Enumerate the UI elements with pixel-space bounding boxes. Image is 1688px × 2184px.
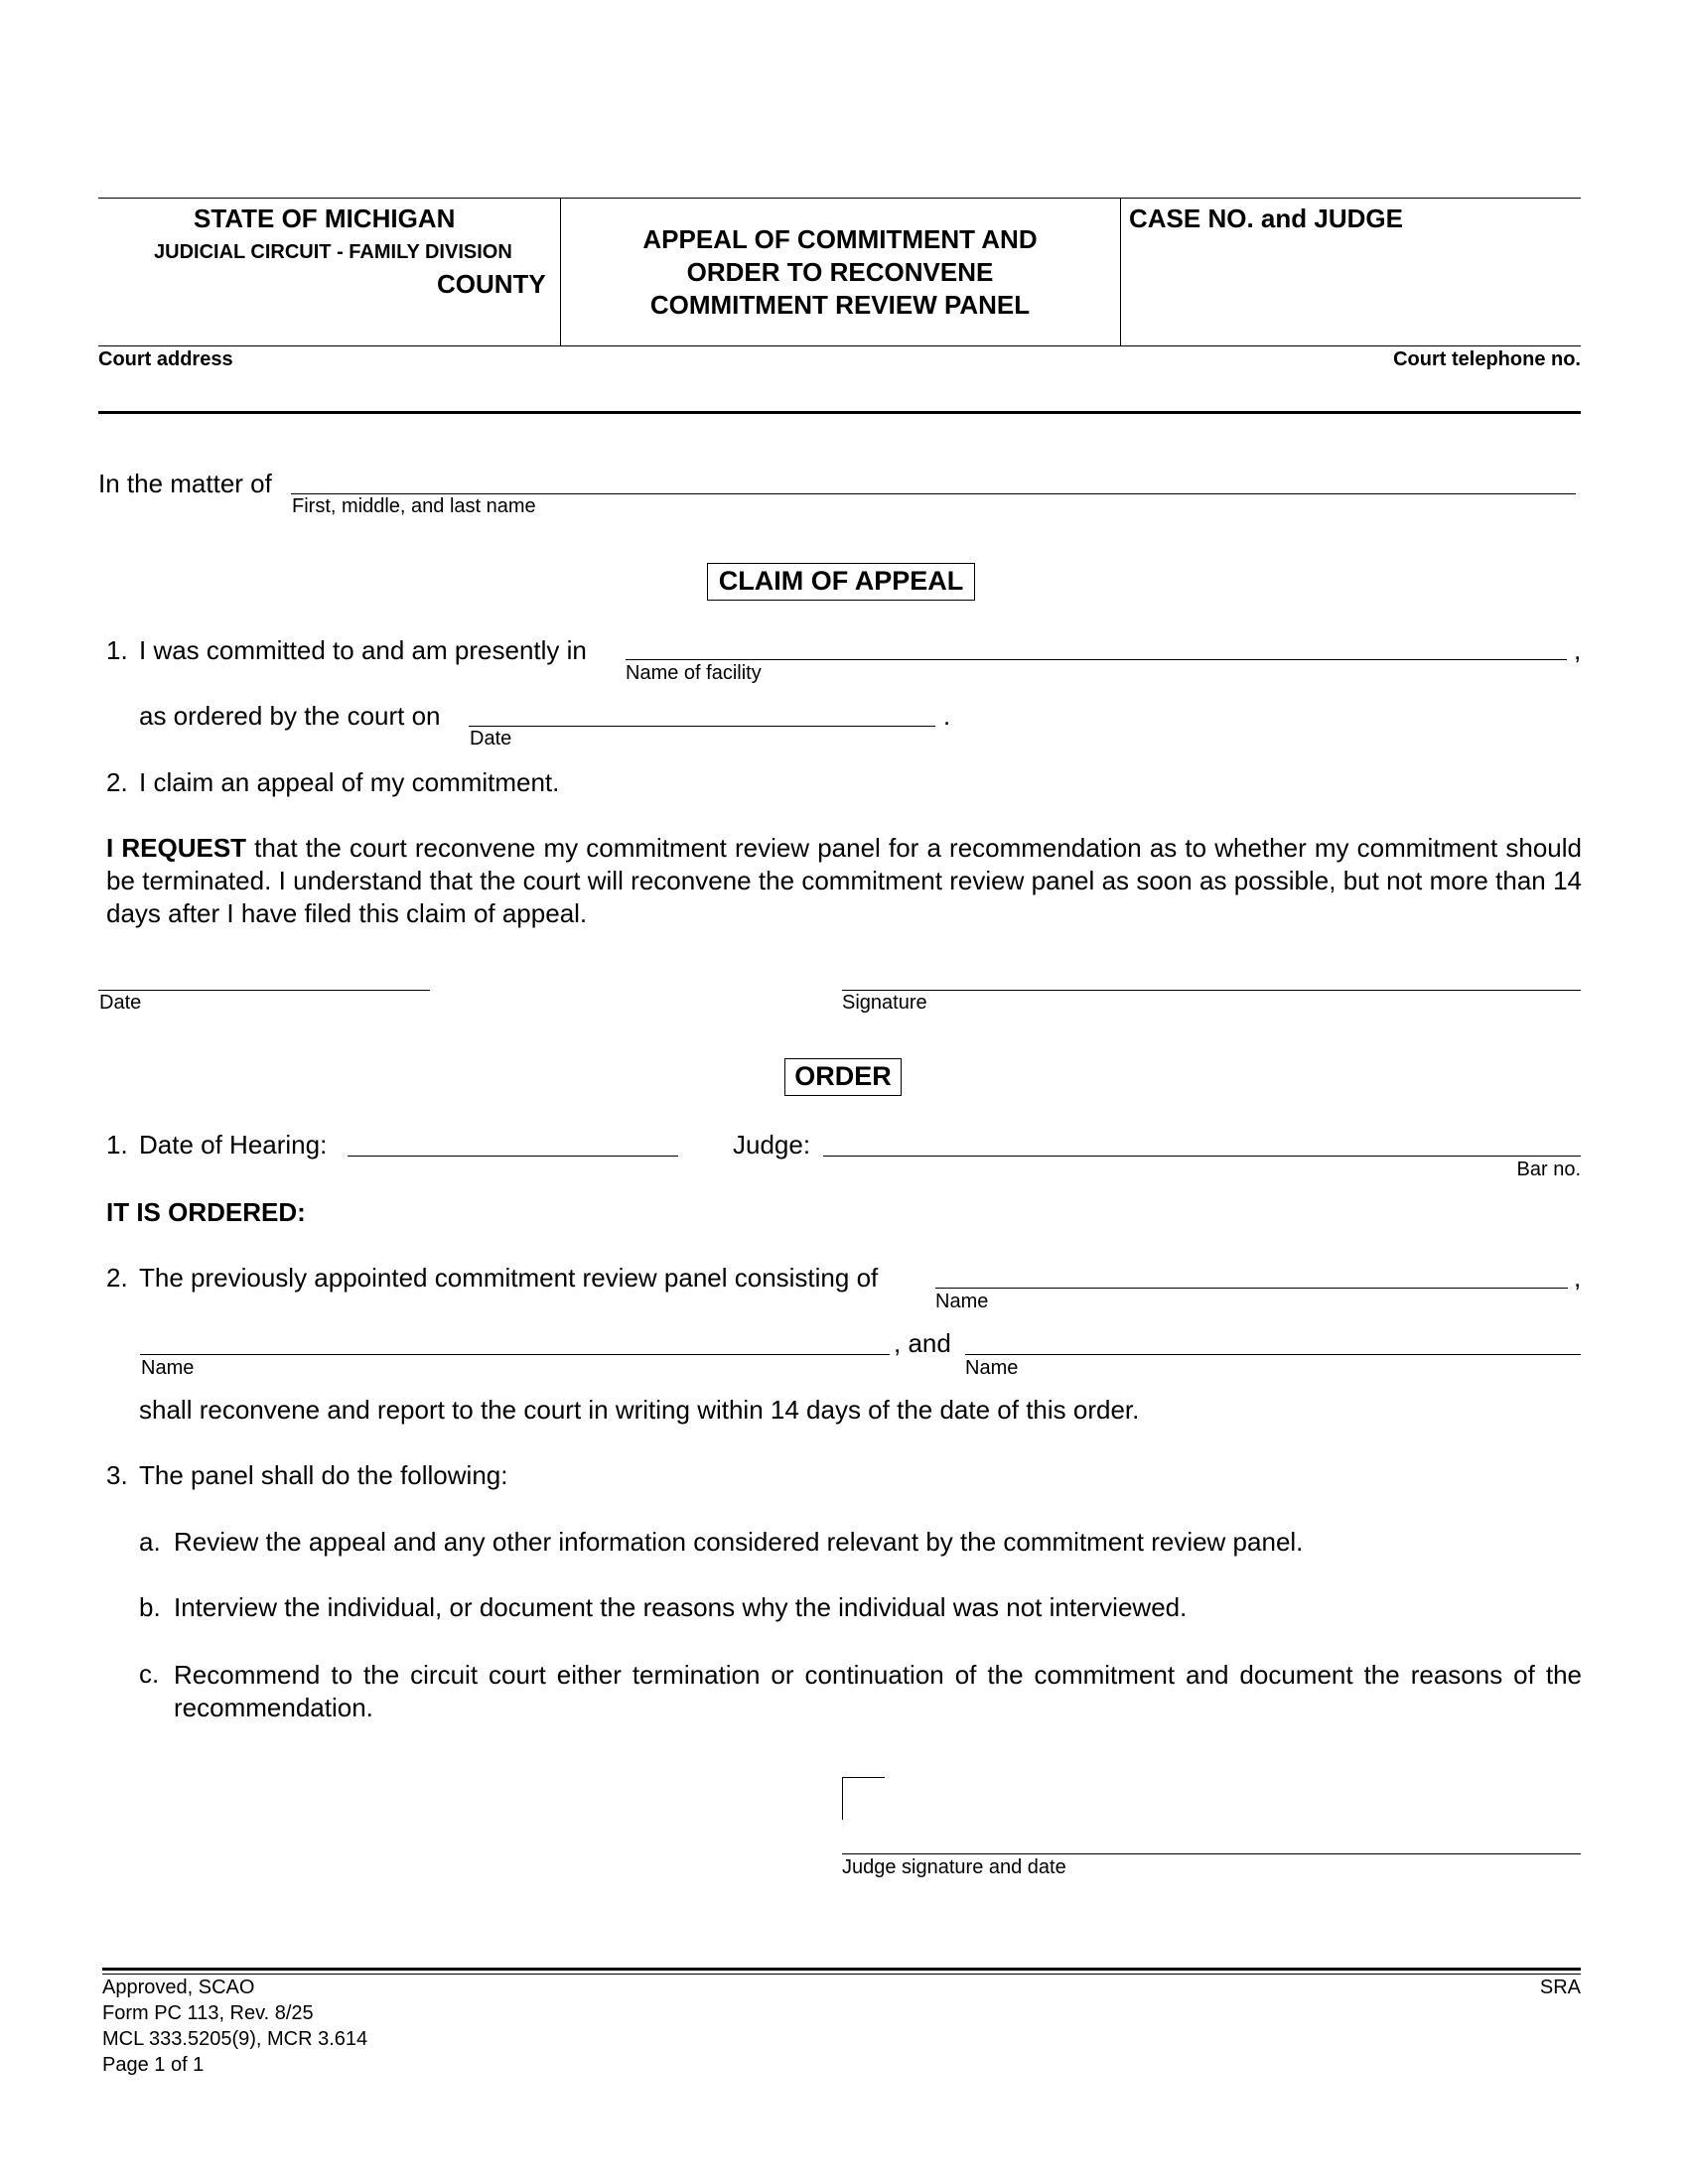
- order-item1-number: 1.: [106, 1130, 128, 1160]
- panel-name3-field[interactable]: [965, 1324, 1581, 1354]
- claim-item1-continued: as ordered by the court on: [139, 701, 441, 731]
- footer-code: SRA: [1539, 1977, 1581, 1998]
- claim-item2-number: 2.: [106, 767, 128, 797]
- hearing-date-line: [348, 1156, 678, 1157]
- case-number-field[interactable]: [1128, 238, 1575, 338]
- seal-corner-mark: [842, 1777, 885, 1820]
- judge-signature-field[interactable]: [842, 1824, 1581, 1853]
- panel-name3-label: Name: [965, 1357, 1019, 1379]
- request-paragraph: [106, 832, 1582, 930]
- header-bottom-rule: [98, 345, 1581, 346]
- signature-label: Signature: [842, 992, 927, 1014]
- it-is-ordered: IT IS ORDERED:: [106, 1197, 306, 1227]
- commitment-date-field[interactable]: [469, 696, 935, 726]
- panel-name1-label: Name: [935, 1291, 989, 1312]
- item-c-text: Recommend to the circuit court either termination or continuation of the commitment and document the reasons of the recommendation.: [174, 1660, 1582, 1722]
- court-address-field[interactable]: [98, 373, 1581, 409]
- footer-approved: Approved, SCAO: [102, 1977, 255, 1998]
- circuit-label: JUDICIAL CIRCUIT - FAMILY DIVISION: [154, 241, 512, 263]
- hearing-date-field[interactable]: [348, 1126, 678, 1156]
- order-item3-number: 3.: [106, 1460, 128, 1490]
- judge-label: Judge:: [733, 1130, 811, 1160]
- claim-date-field[interactable]: [98, 960, 430, 990]
- commitment-date-period: .: [943, 701, 951, 731]
- order-item3-text: The panel shall do the following:: [139, 1460, 508, 1490]
- panel-name1-field[interactable]: [935, 1258, 1568, 1288]
- commitment-date-label: Date: [470, 728, 512, 750]
- hearing-date-label: Date of Hearing:: [139, 1130, 328, 1160]
- claim-date-label: Date: [99, 992, 142, 1014]
- item-b-label: b.: [139, 1592, 161, 1622]
- footer-rule-top: [102, 1968, 1581, 1971]
- county-label: COUNTY: [437, 269, 546, 299]
- judge-line: [823, 1156, 1581, 1157]
- item-b-text: Interview the individual, or document the reasons why the individual was not interviewed.: [174, 1592, 1188, 1622]
- panel-name2-label: Name: [141, 1357, 195, 1379]
- bar-number-label: Bar no.: [1516, 1159, 1581, 1180]
- footer-mcl: MCL 333.5205(9), MCR 3.614: [102, 2028, 368, 2050]
- request-text: that the court reconvene my commitment review panel for a recommendation as to whether my commitment should be terminated. I understand that the court will reconvene the commitment review panel as soon as possible, but not more than 14 days after I have filed this claim of appeal.: [106, 833, 1582, 928]
- order-heading: ORDER: [784, 1058, 902, 1096]
- order-item2-continued: shall reconvene and report to the court in writing within 14 days of the date of this order.: [139, 1395, 1140, 1425]
- item-a-text: Review the appeal and any other information considered relevant by the commitment review panel.: [174, 1527, 1304, 1557]
- matter-name-field[interactable]: [291, 463, 1576, 492]
- judge-signature-label: Judge signature and date: [842, 1856, 1066, 1878]
- header-divider-right: [1120, 198, 1121, 346]
- matter-name-label: First, middle, and last name: [292, 495, 536, 517]
- signature-line: [842, 990, 1581, 991]
- court-address-label: Court address: [98, 348, 233, 370]
- facility-field[interactable]: [626, 629, 1567, 659]
- footer-form-number: Form PC 113, Rev. 8/25: [102, 2002, 314, 2024]
- request-bold: I REQUEST: [106, 833, 247, 863]
- state-name: STATE OF MICHIGAN: [194, 204, 456, 233]
- panel-name1-line: [935, 1288, 1568, 1289]
- panel-name2-line: [140, 1354, 890, 1355]
- and-text: , and: [894, 1328, 951, 1358]
- item-a-label: a.: [139, 1527, 161, 1557]
- panel-name1-comma: ,: [1574, 1263, 1582, 1293]
- claim-item2-text: I claim an appeal of my commitment.: [139, 767, 560, 797]
- order-item2-number: 2.: [106, 1263, 128, 1293]
- case-number-label: CASE NO. and JUDGE: [1129, 204, 1403, 233]
- panel-name3-line: [965, 1354, 1581, 1355]
- judge-signature-line: [842, 1853, 1581, 1854]
- facility-comma: ,: [1574, 635, 1582, 665]
- claim-item1-text: I was committed to and am presently in: [139, 635, 587, 665]
- facility-label: Name of facility: [626, 662, 762, 684]
- form-title-line2: ORDER TO RECONVENE: [686, 257, 994, 287]
- commitment-date-line: [469, 726, 935, 727]
- claim-item1-number: 1.: [106, 635, 128, 665]
- claim-date-line: [98, 990, 430, 991]
- order-item2-text: The previously appointed commitment review panel consisting of: [139, 1263, 879, 1293]
- panel-name2-field[interactable]: [140, 1324, 890, 1354]
- judge-field[interactable]: [823, 1126, 1581, 1156]
- claim-of-appeal-heading: CLAIM OF APPEAL: [707, 563, 975, 601]
- item-c-label: c.: [139, 1659, 160, 1689]
- court-telephone-label: Court telephone no.: [1393, 348, 1581, 370]
- form-title-line3: COMMITMENT REVIEW PANEL: [649, 290, 1031, 320]
- header-top-rule: [98, 198, 1581, 199]
- court-address-rule: [98, 411, 1581, 414]
- form-title-line1: APPEAL OF COMMITMENT AND: [642, 224, 1038, 254]
- footer-rule-bottom: [102, 1974, 1581, 1975]
- header-divider-left: [560, 198, 561, 346]
- matter-prefix: In the matter of: [98, 469, 272, 498]
- facility-line: [626, 659, 1567, 660]
- footer-page: Page 1 of 1: [102, 2054, 205, 2076]
- signature-field[interactable]: [842, 960, 1581, 990]
